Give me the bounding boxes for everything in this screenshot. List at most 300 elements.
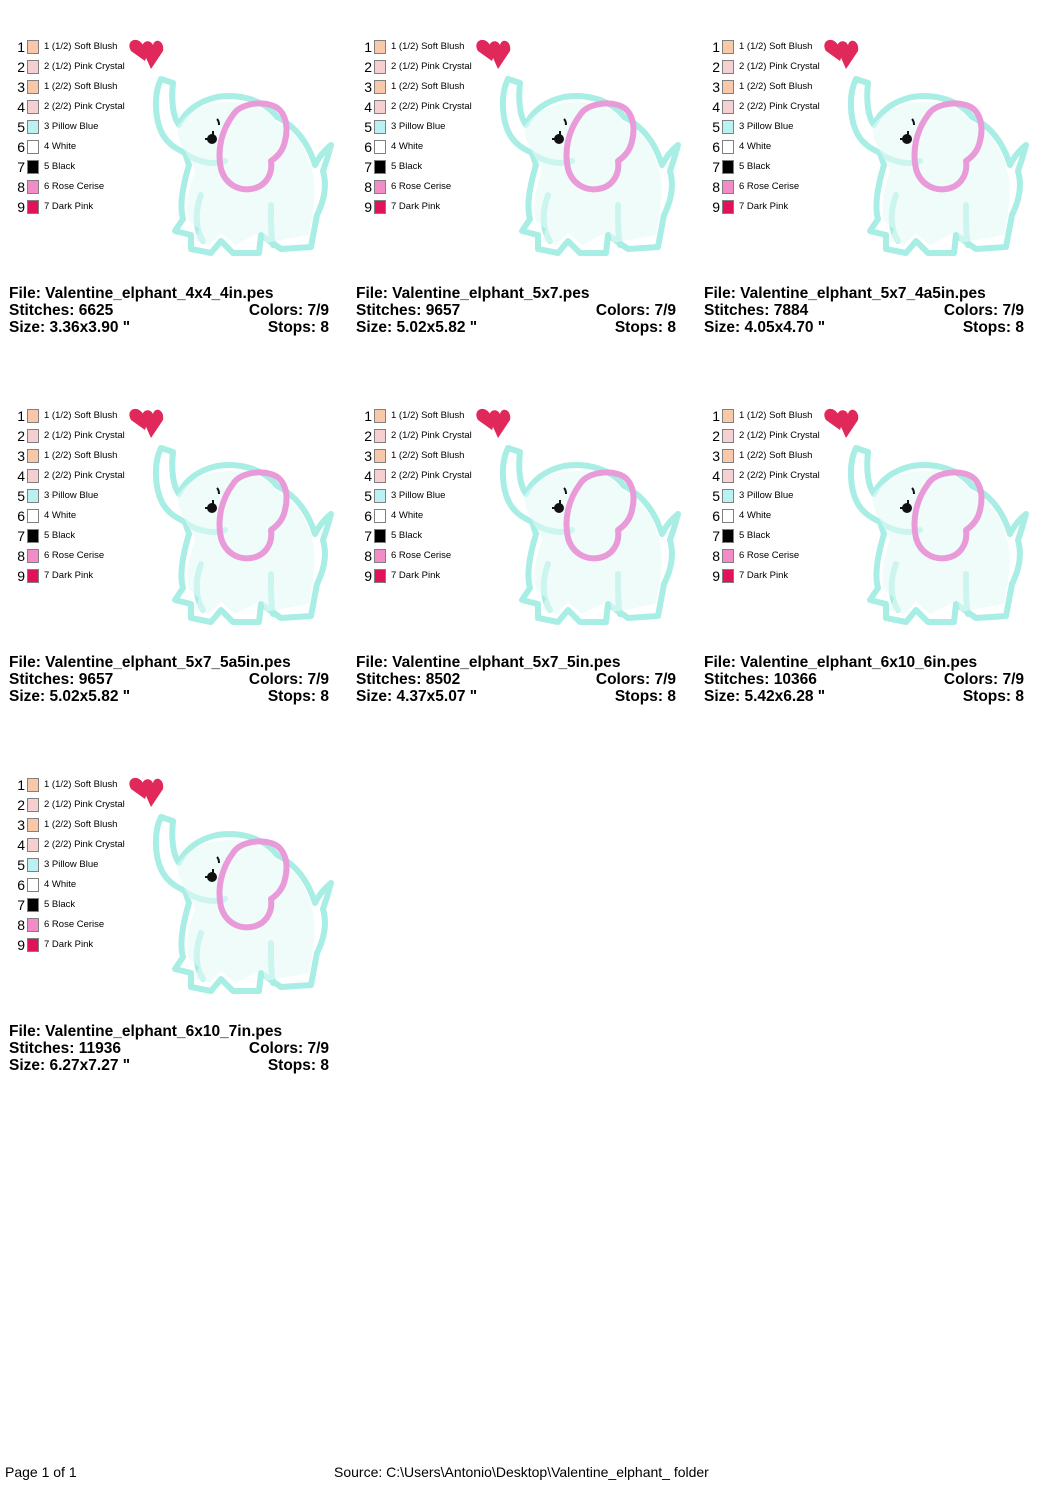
thread-row <box>710 38 825 58</box>
thread-name: 7 Dark Pink <box>44 570 94 581</box>
thread-number: 5 <box>364 488 372 504</box>
thread-swatch <box>722 509 734 523</box>
color-count: Colors: 7/9 <box>248 671 329 688</box>
design-size: Size: 4.37x5.07 " <box>356 688 478 705</box>
thread-swatch <box>374 160 386 174</box>
thread-swatch <box>374 200 386 214</box>
thread-number: 5 <box>17 488 25 504</box>
stop-count: Stops: 8 <box>267 1057 329 1074</box>
thread-row <box>710 138 825 158</box>
design-size: Size: 3.36x3.90 " <box>9 319 131 336</box>
design-info <box>356 654 676 705</box>
thread-name: 4 White <box>739 141 772 152</box>
thread-name: 2 (1/2) Pink Crystal <box>739 430 820 441</box>
thread-row <box>362 427 477 447</box>
thread-name: 1 (1/2) Soft Blush <box>44 41 118 52</box>
thread-number: 8 <box>17 548 25 564</box>
thread-row <box>710 467 825 487</box>
thread-name: 1 (2/2) Soft Blush <box>739 450 813 461</box>
thread-swatch <box>27 529 39 543</box>
thread-row <box>15 896 130 916</box>
thread-number: 7 <box>364 528 372 544</box>
thread-row <box>15 98 130 118</box>
thread-number: 7 <box>17 528 25 544</box>
thread-swatch <box>27 469 39 483</box>
thread-row <box>710 547 825 567</box>
design-card <box>9 9 339 339</box>
thread-number: 6 <box>17 877 25 893</box>
thread-swatch <box>27 918 39 932</box>
thread-number: 5 <box>364 119 372 135</box>
thread-name: 6 Rose Cerise <box>44 181 105 192</box>
thread-number: 6 <box>712 139 720 155</box>
thread-swatch <box>722 200 734 214</box>
thread-name: 1 (1/2) Soft Blush <box>391 410 465 421</box>
stitch-count: Stitches: 8502 <box>356 671 461 688</box>
file-name: File: Valentine_elphant_6x10_7in.pes <box>9 1023 283 1040</box>
heart-icon <box>129 40 163 69</box>
thread-row <box>362 38 477 58</box>
thread-name: 2 (2/2) Pink Crystal <box>391 470 472 481</box>
thread-swatch <box>722 569 734 583</box>
thread-number: 6 <box>364 508 372 524</box>
thread-row <box>710 527 825 547</box>
thread-row <box>15 856 130 876</box>
thread-name: 5 Black <box>739 530 771 541</box>
thread-number: 3 <box>712 448 720 464</box>
thread-name: 1 (2/2) Soft Blush <box>44 450 118 461</box>
thread-swatch <box>722 160 734 174</box>
thread-swatch <box>374 80 386 94</box>
thread-number: 4 <box>364 99 372 115</box>
thread-row <box>710 158 825 178</box>
thread-swatch <box>722 60 734 74</box>
thread-row <box>362 198 477 218</box>
thread-row <box>15 916 130 936</box>
thread-number: 5 <box>17 857 25 873</box>
thread-number: 1 <box>17 408 25 424</box>
thread-row <box>15 58 130 78</box>
thread-row <box>15 776 130 796</box>
thread-swatch <box>27 40 39 54</box>
thread-name: 5 Black <box>44 161 76 172</box>
thread-number: 4 <box>712 99 720 115</box>
thread-row <box>710 198 825 218</box>
thread-row <box>710 507 825 527</box>
thread-swatch <box>27 818 39 832</box>
file-name: File: Valentine_elphant_5x7.pes <box>356 285 590 302</box>
thread-number: 3 <box>364 79 372 95</box>
thread-legend <box>710 38 825 218</box>
heart-icon <box>824 409 858 438</box>
thread-row <box>362 158 477 178</box>
elephant-design-preview <box>121 404 341 649</box>
stop-count: Stops: 8 <box>267 688 329 705</box>
thread-number: 9 <box>364 199 372 215</box>
thread-name: 3 Pillow Blue <box>44 859 99 870</box>
thread-row <box>362 58 477 78</box>
thread-name: 2 (1/2) Pink Crystal <box>44 430 125 441</box>
thread-row <box>15 138 130 158</box>
thread-swatch <box>27 180 39 194</box>
thread-number: 2 <box>17 797 25 813</box>
thread-name: 6 Rose Cerise <box>739 181 800 192</box>
thread-legend <box>710 407 825 587</box>
heart-icon <box>824 40 858 69</box>
thread-legend <box>362 38 477 218</box>
color-count: Colors: 7/9 <box>943 302 1024 319</box>
thread-name: 7 Dark Pink <box>739 201 789 212</box>
thread-row <box>15 816 130 836</box>
thread-number: 9 <box>17 937 25 953</box>
thread-swatch <box>374 489 386 503</box>
thread-row <box>362 527 477 547</box>
thread-swatch <box>27 120 39 134</box>
thread-row <box>15 447 130 467</box>
thread-number: 9 <box>364 568 372 584</box>
thread-row <box>362 178 477 198</box>
thread-name: 1 (2/2) Soft Blush <box>739 81 813 92</box>
thread-row <box>710 118 825 138</box>
thread-row <box>362 118 477 138</box>
thread-swatch <box>27 798 39 812</box>
thread-number: 1 <box>364 408 372 424</box>
thread-name: 1 (2/2) Soft Blush <box>44 81 118 92</box>
thread-name: 1 (2/2) Soft Blush <box>391 450 465 461</box>
thread-swatch <box>374 569 386 583</box>
heart-icon <box>476 409 510 438</box>
thread-name: 2 (2/2) Pink Crystal <box>44 470 125 481</box>
stitch-count: Stitches: 11936 <box>9 1040 122 1057</box>
thread-row <box>362 407 477 427</box>
thread-row <box>15 527 130 547</box>
thread-number: 3 <box>364 448 372 464</box>
elephant-design-preview <box>121 773 341 1018</box>
thread-swatch <box>27 489 39 503</box>
thread-row <box>15 158 130 178</box>
thread-number: 4 <box>17 99 25 115</box>
thread-swatch <box>722 449 734 463</box>
thread-number: 2 <box>17 59 25 75</box>
thread-swatch <box>27 60 39 74</box>
design-info <box>9 285 329 336</box>
thread-name: 1 (1/2) Soft Blush <box>44 779 118 790</box>
thread-name: 2 (2/2) Pink Crystal <box>391 101 472 112</box>
thread-number: 6 <box>17 139 25 155</box>
thread-number: 4 <box>364 468 372 484</box>
thread-swatch <box>374 449 386 463</box>
design-info <box>9 654 329 705</box>
design-size: Size: 5.42x6.28 " <box>704 688 826 705</box>
thread-row <box>15 467 130 487</box>
thread-swatch <box>27 838 39 852</box>
thread-name: 3 Pillow Blue <box>739 121 794 132</box>
thread-swatch <box>27 160 39 174</box>
thread-number: 9 <box>712 568 720 584</box>
thread-name: 7 Dark Pink <box>391 201 441 212</box>
thread-row <box>15 198 130 218</box>
design-size: Size: 6.27x7.27 " <box>9 1057 131 1074</box>
thread-name: 3 Pillow Blue <box>391 490 446 501</box>
design-card <box>704 9 1034 339</box>
thread-swatch <box>374 120 386 134</box>
design-size: Size: 4.05x4.70 " <box>704 319 826 336</box>
design-card <box>704 378 1034 708</box>
thread-swatch <box>722 100 734 114</box>
thread-legend <box>15 38 130 218</box>
thread-row <box>15 876 130 896</box>
stop-count: Stops: 8 <box>962 319 1024 336</box>
thread-number: 2 <box>17 428 25 444</box>
thread-number: 3 <box>17 817 25 833</box>
thread-number: 6 <box>712 508 720 524</box>
thread-name: 2 (2/2) Pink Crystal <box>44 839 125 850</box>
elephant-design-preview <box>121 35 341 280</box>
thread-row <box>362 487 477 507</box>
stop-count: Stops: 8 <box>267 319 329 336</box>
thread-name: 4 White <box>44 141 77 152</box>
thread-row <box>362 98 477 118</box>
heart-icon <box>129 409 163 438</box>
thread-row <box>15 796 130 816</box>
thread-name: 6 Rose Cerise <box>44 919 105 930</box>
heart-icon <box>129 778 163 807</box>
design-size: Size: 5.02x5.82 " <box>356 319 478 336</box>
thread-swatch <box>27 100 39 114</box>
thread-row <box>362 467 477 487</box>
thread-number: 2 <box>364 59 372 75</box>
thread-name: 2 (1/2) Pink Crystal <box>739 61 820 72</box>
page-number: Page 1 of 1 <box>5 1464 77 1480</box>
elephant-design-preview <box>816 35 1036 280</box>
thread-row <box>362 547 477 567</box>
thread-number: 1 <box>712 39 720 55</box>
color-count: Colors: 7/9 <box>595 671 676 688</box>
thread-number: 6 <box>17 508 25 524</box>
thread-swatch <box>27 509 39 523</box>
thread-number: 9 <box>17 199 25 215</box>
thread-number: 1 <box>17 39 25 55</box>
thread-row <box>710 447 825 467</box>
thread-name: 3 Pillow Blue <box>391 121 446 132</box>
thread-row <box>710 98 825 118</box>
thread-swatch <box>27 140 39 154</box>
stitch-count: Stitches: 7884 <box>704 302 809 319</box>
thread-number: 7 <box>17 897 25 913</box>
design-info <box>704 285 1024 336</box>
thread-name: 5 Black <box>44 530 76 541</box>
thread-name: 5 Black <box>44 899 76 910</box>
elephant-design-preview <box>468 35 688 280</box>
thread-name: 7 Dark Pink <box>391 570 441 581</box>
thread-row <box>362 138 477 158</box>
thread-number: 5 <box>17 119 25 135</box>
stop-count: Stops: 8 <box>614 319 676 336</box>
thread-swatch <box>722 429 734 443</box>
thread-row <box>15 118 130 138</box>
thread-swatch <box>27 429 39 443</box>
color-count: Colors: 7/9 <box>595 302 676 319</box>
thread-number: 4 <box>712 468 720 484</box>
thread-name: 2 (2/2) Pink Crystal <box>739 470 820 481</box>
thread-name: 3 Pillow Blue <box>44 121 99 132</box>
thread-name: 1 (1/2) Soft Blush <box>44 410 118 421</box>
thread-name: 6 Rose Cerise <box>391 181 452 192</box>
thread-number: 5 <box>712 119 720 135</box>
thread-name: 2 (1/2) Pink Crystal <box>391 430 472 441</box>
design-card <box>356 378 686 708</box>
design-size: Size: 5.02x5.82 " <box>9 688 131 705</box>
thread-swatch <box>27 878 39 892</box>
thread-row <box>710 178 825 198</box>
thread-number: 8 <box>364 179 372 195</box>
thread-name: 1 (1/2) Soft Blush <box>739 41 813 52</box>
thread-number: 5 <box>712 488 720 504</box>
thread-swatch <box>722 489 734 503</box>
color-count: Colors: 7/9 <box>943 671 1024 688</box>
thread-number: 9 <box>712 199 720 215</box>
thread-number: 7 <box>712 159 720 175</box>
thread-name: 4 White <box>391 141 424 152</box>
file-name: File: Valentine_elphant_6x10_6in.pes <box>704 654 978 671</box>
thread-name: 6 Rose Cerise <box>739 550 800 561</box>
file-name: File: Valentine_elphant_5x7_5a5in.pes <box>9 654 291 671</box>
thread-name: 2 (2/2) Pink Crystal <box>739 101 820 112</box>
thread-swatch <box>27 858 39 872</box>
thread-swatch <box>374 529 386 543</box>
thread-number: 8 <box>712 179 720 195</box>
thread-swatch <box>722 469 734 483</box>
thread-swatch <box>374 469 386 483</box>
thread-number: 8 <box>364 548 372 564</box>
file-name: File: Valentine_elphant_4x4_4in.pes <box>9 285 274 302</box>
thread-swatch <box>374 549 386 563</box>
thread-row <box>15 936 130 956</box>
thread-name: 4 White <box>739 510 772 521</box>
thread-swatch <box>722 40 734 54</box>
stitch-count: Stitches: 6625 <box>9 302 114 319</box>
thread-swatch <box>27 898 39 912</box>
thread-legend <box>15 407 130 587</box>
color-count: Colors: 7/9 <box>248 302 329 319</box>
thread-swatch <box>722 140 734 154</box>
thread-row <box>15 178 130 198</box>
thread-row <box>710 427 825 447</box>
thread-number: 4 <box>17 468 25 484</box>
design-info <box>356 285 676 336</box>
file-name: File: Valentine_elphant_5x7_4a5in.pes <box>704 285 986 302</box>
thread-row <box>362 507 477 527</box>
thread-swatch <box>722 180 734 194</box>
thread-number: 4 <box>17 837 25 853</box>
thread-row <box>710 567 825 587</box>
thread-swatch <box>27 80 39 94</box>
thread-number: 2 <box>364 428 372 444</box>
thread-number: 7 <box>364 159 372 175</box>
thread-number: 1 <box>712 408 720 424</box>
thread-name: 4 White <box>44 879 77 890</box>
thread-swatch <box>374 60 386 74</box>
elephant-design-preview <box>816 404 1036 649</box>
thread-number: 9 <box>17 568 25 584</box>
thread-swatch <box>27 569 39 583</box>
thread-row <box>15 487 130 507</box>
file-name: File: Valentine_elphant_5x7_5in.pes <box>356 654 621 671</box>
source-path: Source: C:\Users\Antonio\Desktop\Valentine_elphant_ folder <box>334 1464 709 1480</box>
thread-number: 3 <box>17 79 25 95</box>
thread-name: 3 Pillow Blue <box>739 490 794 501</box>
thread-swatch <box>27 449 39 463</box>
thread-name: 5 Black <box>391 161 423 172</box>
thread-number: 7 <box>17 159 25 175</box>
thread-name: 2 (2/2) Pink Crystal <box>44 101 125 112</box>
thread-number: 2 <box>712 59 720 75</box>
thread-name: 4 White <box>44 510 77 521</box>
thread-number: 3 <box>712 79 720 95</box>
thread-row <box>15 567 130 587</box>
thread-number: 8 <box>712 548 720 564</box>
stitch-count: Stitches: 9657 <box>9 671 114 688</box>
stop-count: Stops: 8 <box>962 688 1024 705</box>
design-card <box>356 9 686 339</box>
thread-swatch <box>27 549 39 563</box>
thread-row <box>15 38 130 58</box>
thread-swatch <box>374 409 386 423</box>
thread-number: 8 <box>17 917 25 933</box>
thread-name: 2 (1/2) Pink Crystal <box>391 61 472 72</box>
thread-name: 6 Rose Cerise <box>391 550 452 561</box>
thread-swatch <box>374 140 386 154</box>
thread-name: 1 (2/2) Soft Blush <box>391 81 465 92</box>
thread-row <box>362 567 477 587</box>
thread-swatch <box>374 180 386 194</box>
thread-swatch <box>27 409 39 423</box>
thread-name: 1 (1/2) Soft Blush <box>739 410 813 421</box>
design-card <box>9 378 339 708</box>
thread-name: 7 Dark Pink <box>44 939 94 950</box>
thread-swatch <box>722 120 734 134</box>
design-card <box>9 747 339 1077</box>
thread-row <box>710 58 825 78</box>
thread-swatch <box>374 429 386 443</box>
thread-swatch <box>27 938 39 952</box>
stitch-count: Stitches: 9657 <box>356 302 461 319</box>
thread-row <box>15 836 130 856</box>
design-info <box>9 1023 329 1074</box>
color-count: Colors: 7/9 <box>248 1040 329 1057</box>
thread-name: 7 Dark Pink <box>739 570 789 581</box>
thread-swatch <box>374 509 386 523</box>
thread-swatch <box>722 549 734 563</box>
elephant-design-preview <box>468 404 688 649</box>
stitch-count: Stitches: 10366 <box>704 671 817 688</box>
thread-name: 2 (1/2) Pink Crystal <box>44 61 125 72</box>
thread-name: 3 Pillow Blue <box>44 490 99 501</box>
thread-legend <box>15 776 130 956</box>
thread-row <box>15 547 130 567</box>
stop-count: Stops: 8 <box>614 688 676 705</box>
thread-number: 2 <box>712 428 720 444</box>
thread-row <box>710 407 825 427</box>
thread-row <box>15 78 130 98</box>
thread-number: 6 <box>364 139 372 155</box>
thread-swatch <box>27 778 39 792</box>
thread-swatch <box>722 80 734 94</box>
thread-row <box>15 407 130 427</box>
thread-legend <box>362 407 477 587</box>
thread-number: 1 <box>364 39 372 55</box>
thread-swatch <box>374 100 386 114</box>
